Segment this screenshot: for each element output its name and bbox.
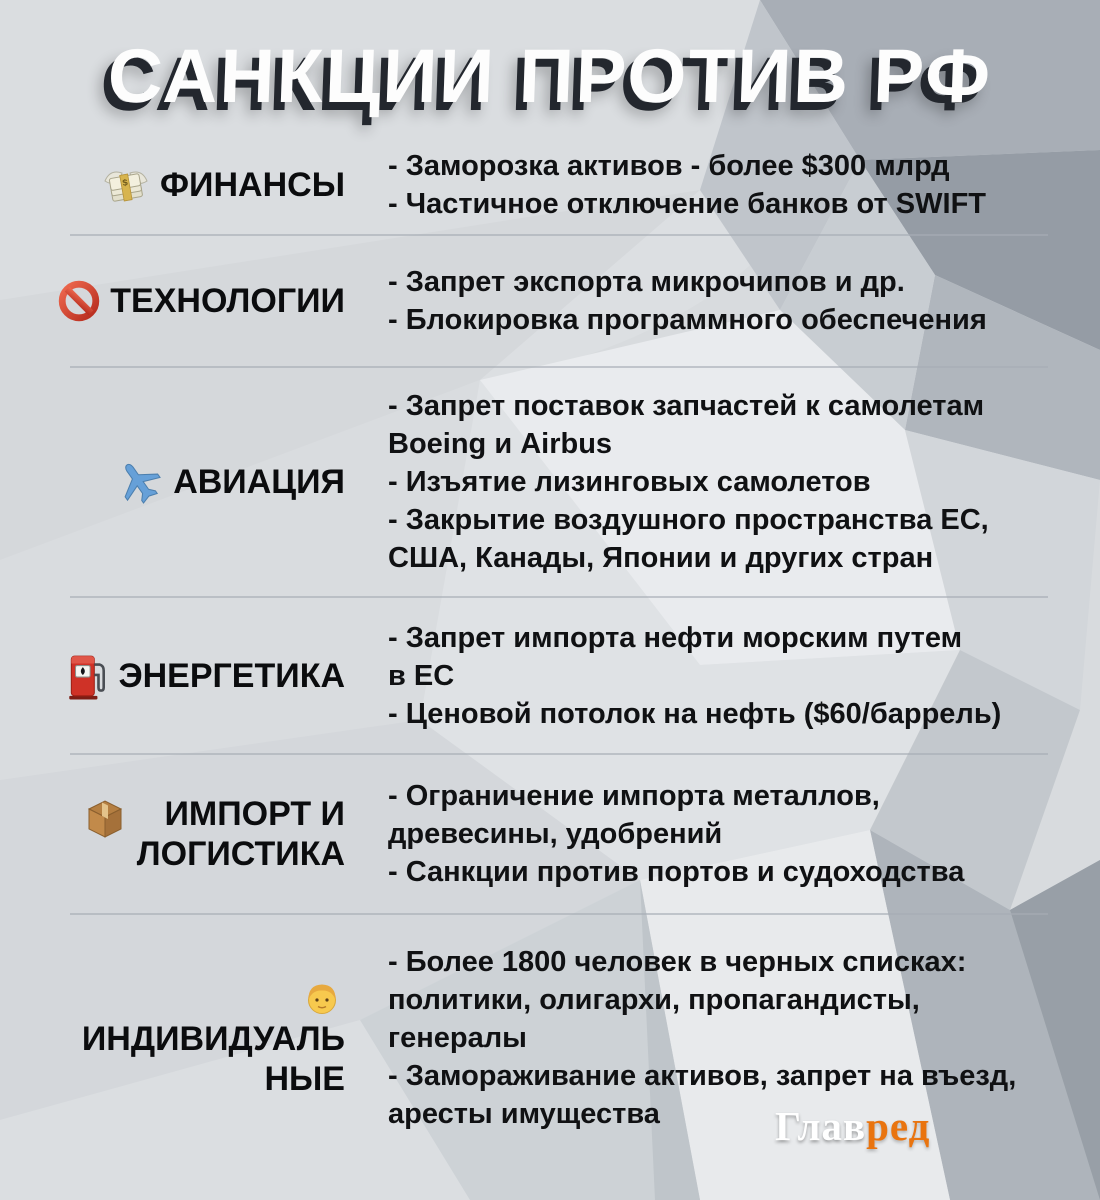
bullet-line: аресты имущества — [388, 1097, 660, 1130]
section-import-logistics — [0, 755, 1100, 913]
logo-part-2: ред — [866, 1103, 931, 1149]
section-label: АВИАЦИЯ — [173, 463, 345, 501]
glavred-logo — [775, 1102, 930, 1150]
bullet-line: древесины, удобрений — [388, 818, 723, 850]
package-icon — [83, 797, 127, 839]
bullet-line: - Ценовой потолок на нефть ($60/баррель) — [388, 697, 1002, 730]
bullet-line: Boeing и Airbus — [388, 428, 613, 460]
airplane-icon — [115, 458, 163, 506]
bullet-line: - Частичное отключение банков от SWIFT — [388, 187, 987, 220]
section-technology — [0, 236, 1100, 366]
bullet-line: - Замораживание активов, запрет на въезд, — [388, 1059, 1017, 1092]
logo-part-1: Глав — [775, 1103, 867, 1149]
money-with-wings-icon — [102, 164, 150, 206]
prohibited-icon — [58, 280, 100, 322]
section-label-line: НЫЕ — [264, 1059, 345, 1098]
section-label-line: ИНДИВИДУАЛЬ — [81, 1019, 345, 1058]
bullet-line: - Ограничение импорта металлов, — [388, 780, 880, 812]
bullet-line: - Заморозка активов - более $300 млрд — [388, 149, 950, 182]
person-icon — [302, 977, 342, 1017]
bullet-line: - Запрет поставок запчастей к самолетам — [388, 390, 985, 422]
section-label: ФИНАНСЫ — [160, 165, 345, 204]
page-title: САНКЦИИ ПРОТИВ РФ — [106, 33, 994, 119]
bullet-line: политики, олигархи, пропагандисты, — [388, 983, 920, 1016]
section-aviation — [0, 368, 1100, 596]
bullet-line: - Санкции против портов и судоходства — [388, 856, 965, 888]
section-divider — [70, 596, 1048, 598]
fuel-pump-icon — [66, 652, 108, 700]
section-divider — [70, 366, 1048, 368]
bullet-line: генералы — [388, 1021, 527, 1054]
section-divider — [70, 913, 1048, 915]
section-divider — [70, 753, 1048, 755]
bullet-line: - Запрет импорта нефти морским путем — [388, 621, 963, 654]
bullet-line: - Изъятие лизинговых самолетов — [388, 466, 871, 498]
bullet-line: - Закрытие воздушного пространства ЕС, — [388, 504, 989, 536]
bullet-line: в ЕС — [388, 659, 455, 692]
svg-text:$: $ — [121, 176, 129, 188]
bullet-line: - Блокировка программного обеспечения — [388, 304, 987, 336]
section-divider — [70, 234, 1048, 236]
bullet-line: - Более 1800 человек в черных списках: — [388, 945, 967, 978]
section-label: ТЕХНОЛОГИИ — [110, 282, 345, 320]
section-label-line: ИМПОРТ И — [164, 795, 345, 833]
sections-list — [0, 135, 1100, 1160]
section-individual — [0, 915, 1100, 1160]
section-label: ЭНЕРГЕТИКА — [118, 656, 345, 695]
bullet-line: - Запрет экспорта микрочипов и др. — [388, 266, 905, 298]
section-energy — [0, 598, 1100, 753]
section-finance — [0, 135, 1100, 234]
bullet-line: США, Канады, Японии и других стран — [388, 542, 934, 574]
section-label-line: ЛОГИСТИКА — [136, 835, 345, 873]
